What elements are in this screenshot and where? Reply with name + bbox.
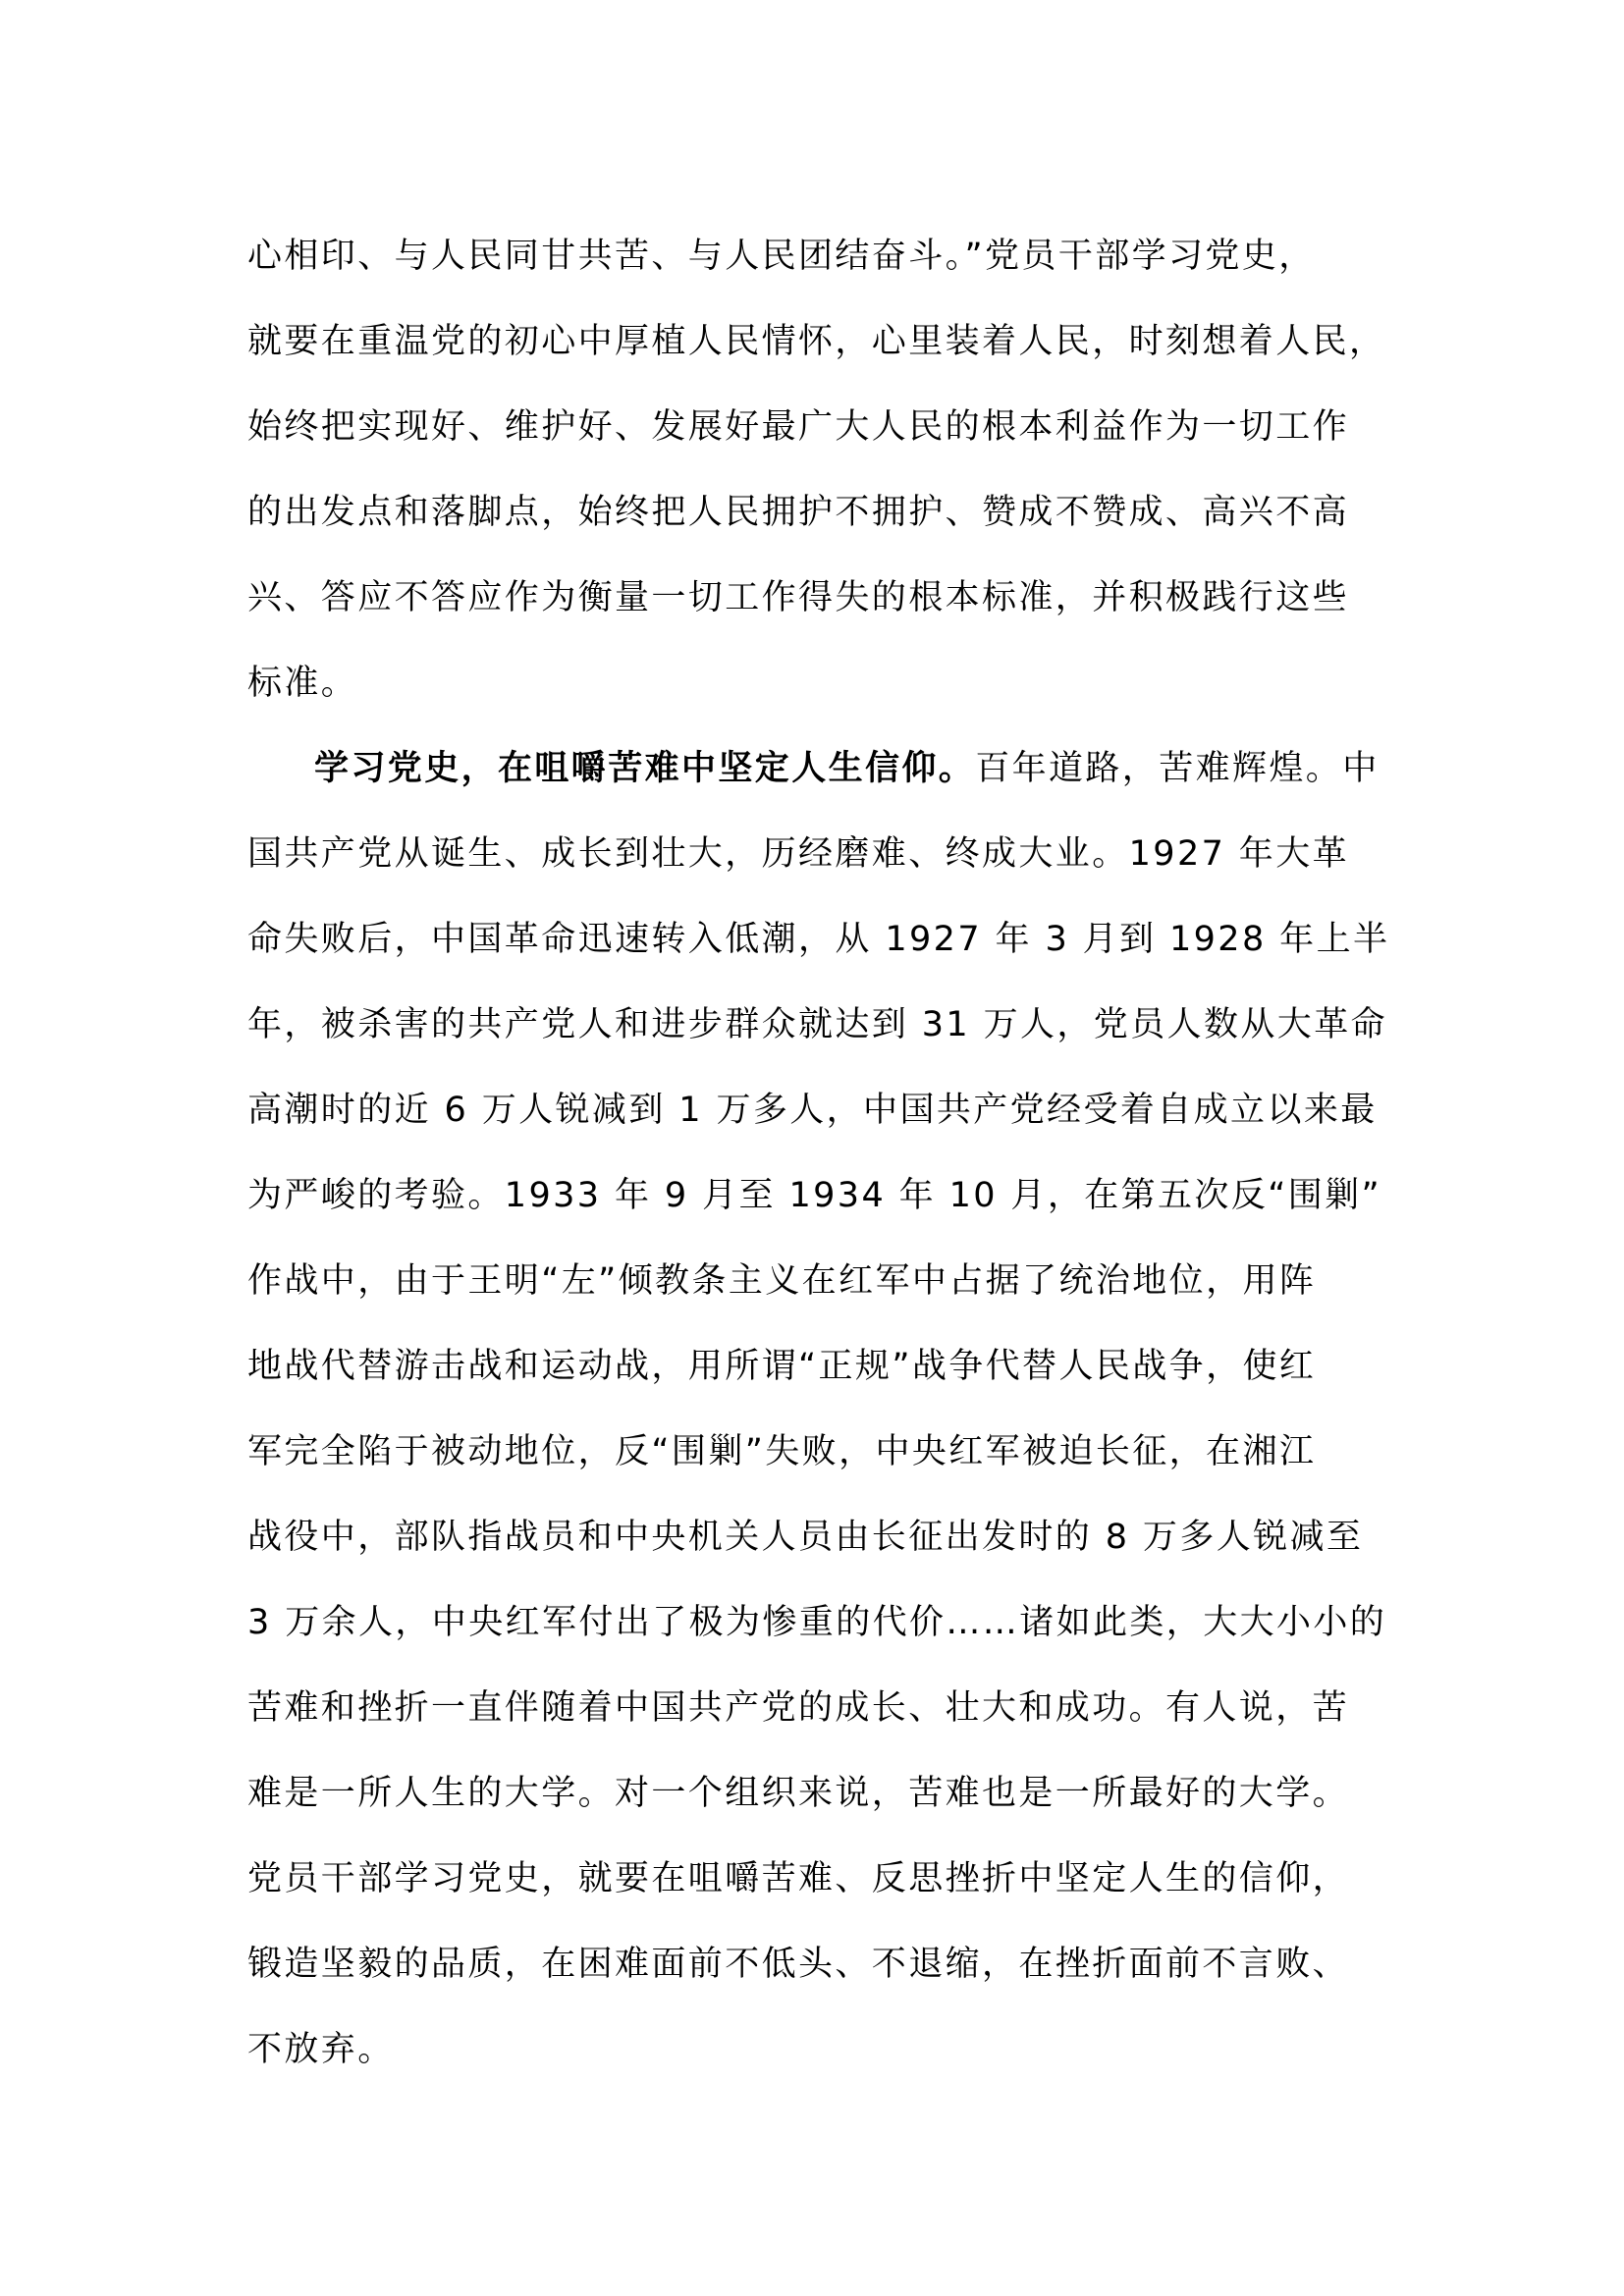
- text-line: 就要在重温党的初心中厚植人民情怀，心里装着人民，时刻想着人民，: [247, 322, 1386, 361]
- text-line: 始终把实现好、维护好、发展好最广大人民的根本利益作为一切工作: [247, 407, 1350, 447]
- text-line: 年，被杀害的共产党人和进步群众就达到 31 万人，党员人数从大革命: [247, 1005, 1387, 1044]
- text-line: 不放弃。: [247, 2030, 395, 2069]
- text-line: 战役中，部队指战员和中央机关人员由长征出发时的 8 万多人锐减至: [247, 1518, 1364, 1557]
- text-line: 作战中，由于王明“左”倾教条主义在红军中占据了统治地位，用阵: [247, 1261, 1317, 1301]
- paragraph-2-first-line: [247, 738, 1396, 824]
- text-line: 3 万余人，中央红军付出了极为惨重的代价……诸如此类，大大小小的: [247, 1603, 1387, 1642]
- section-heading: 学习党史，在咀嚼苦难中坚定人生信仰。: [314, 749, 976, 788]
- text-line: 难是一所人生的大学。对一个组织来说，苦难也是一所最好的大学。: [247, 1774, 1350, 1813]
- text-line: 地战代替游击战和运动战，用所谓“正规”战争代替人民战争，使红: [247, 1347, 1317, 1386]
- text-line: 标准。: [247, 664, 358, 703]
- text-line-rest: 百年道路，苦难辉煌。中: [975, 749, 1380, 788]
- text-line: 高潮时的近 6 万人锐减到 1 万多人，中国共产党经受着自成立以来最: [247, 1091, 1378, 1130]
- text-line: 军完全陷于被动地位，反“围剿”失败，中央红军被迫长征，在湘江: [247, 1432, 1317, 1471]
- paragraph-1: [247, 226, 1396, 738]
- text-line: 命失败后，中国革命迅速转入低潮，从 1927 年 3 月到 1928 年上半: [247, 920, 1390, 959]
- text-line: 心相印、与人民同甘共苦、与人民团结奋斗。”党员干部学习党史，: [247, 237, 1316, 276]
- text-line: 兴、答应不答应作为衡量一切工作得失的根本标准，并积极践行这些: [247, 578, 1350, 617]
- body-text: [247, 226, 1396, 2105]
- text-line: 锻造坚毅的品质，在困难面前不低头、不退缩，在挫折面前不言败、: [247, 1945, 1350, 1984]
- paragraph-2: [247, 738, 1396, 2105]
- text-line: 的出发点和落脚点，始终把人民拥护不拥护、赞成不赞成、高兴不高: [247, 493, 1350, 532]
- text-line: 苦难和挫折一直伴随着中国共产党的成长、壮大和成功。有人说，苦: [247, 1688, 1350, 1728]
- text-line: 为严峻的考验。1933 年 9 月至 1934 年 10 月，在第五次反“围剿”: [247, 1176, 1382, 1215]
- text-line: 党员干部学习党史，就要在咀嚼苦难、反思挫折中坚定人生的信仰，: [247, 1859, 1350, 1898]
- text-line: 国共产党从诞生、成长到壮大，历经磨难、终成大业。1927 年大革: [247, 834, 1349, 874]
